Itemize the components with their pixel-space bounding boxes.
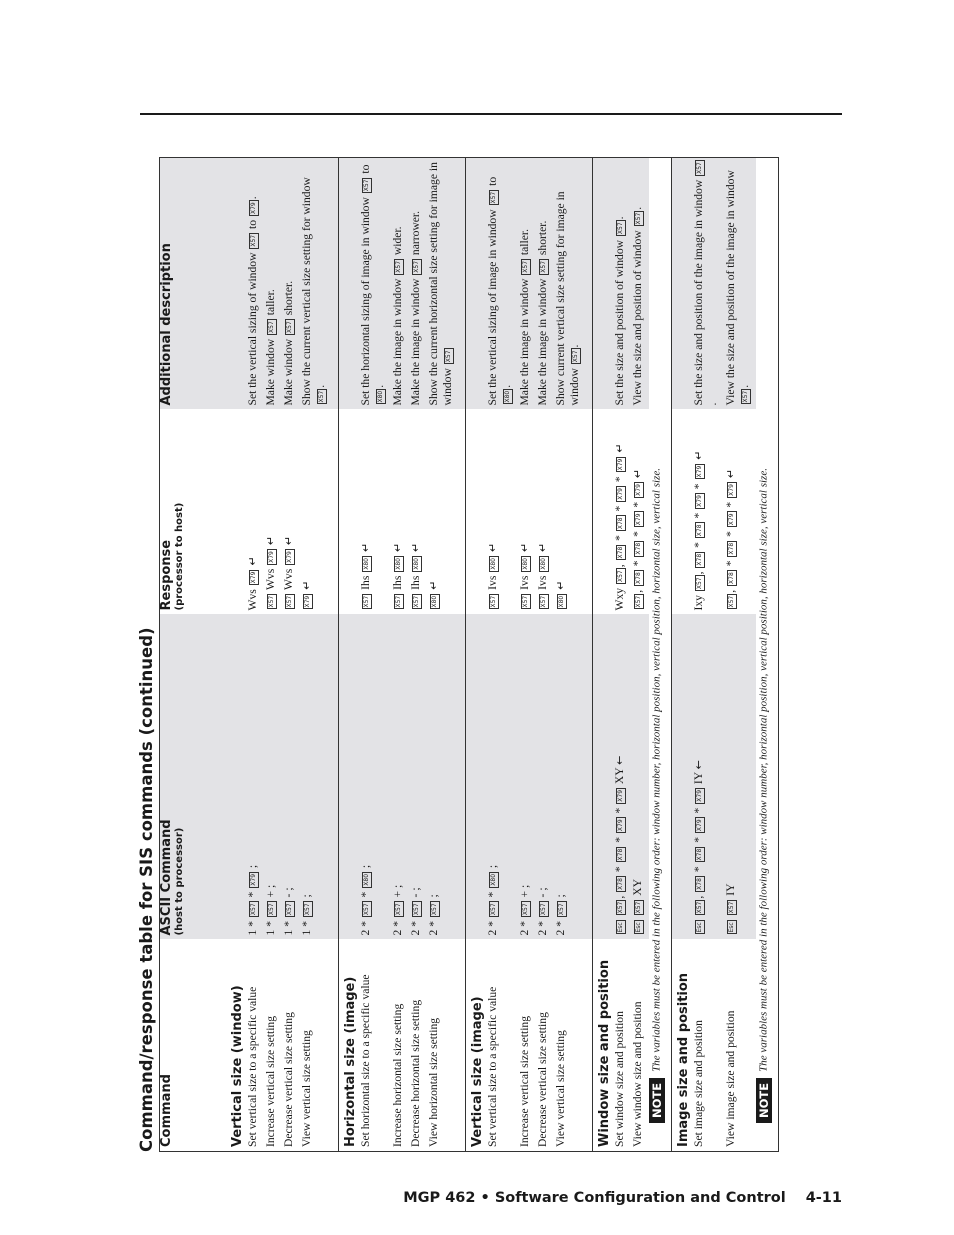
table-row: Set horizontal size to a specific value 2 * X57 * X80 ; X57 Ihs X80 ↵ Set the horizontal sizing of image in window X57 to X80. bbox=[359, 158, 391, 1152]
section-window-size-position: Window size and position bbox=[593, 158, 614, 1152]
note-label: NOTE bbox=[649, 1078, 665, 1123]
rotated-table-region bbox=[137, 142, 827, 1152]
table-row: View vertical size setting 1 * X57 ; X79 ↵ Show the current vertical size setting for window X57. bbox=[300, 158, 332, 1152]
command-table bbox=[159, 157, 779, 1152]
note-text: The variables must be entered in the following order: window number, horizontal position, vertical position, horizontal size, vertical size. bbox=[757, 468, 770, 1072]
page-title: Command/response table for SIS commands (continued) bbox=[137, 627, 156, 1152]
table-row: Set vertical size to a specific value 1 * X57 * X79 ; Wvs X79 ↵ Set the vertical sizing of window X57 to X79. bbox=[246, 158, 264, 1152]
section-vertical-image: Vertical size (image) bbox=[466, 158, 487, 1152]
table-row: Increase vertical size setting 1 * X57 + ; X57 Wvs X79 ↵ Make window X57 taller. bbox=[264, 158, 282, 1152]
col-header-description: Additional description bbox=[160, 158, 227, 410]
table-row: Increase vertical size setting 2 * X57 + ; X57 Ivs X80 ↵ Make the image in window X57 taller. bbox=[518, 158, 536, 1152]
table-row: View window size and position Esc X57 XY X57, X78 * X78 * X79 * X79 ↵ View the size and position of window X57. bbox=[631, 158, 649, 1152]
section-horizontal-image: Horizontal size (image) bbox=[339, 158, 360, 1152]
table-row: View horizontal size setting 2 * X57 ; X80 ↵ Show the current horizontal size setting for image in window X57 bbox=[427, 158, 459, 1152]
note-label: NOTE bbox=[756, 1078, 772, 1123]
note-row bbox=[756, 158, 779, 1152]
table-row: Set image size and position Esc X57, X78 * X78 * X79 * X79 IY ← Ixy X57, X78 * X78 * X79 * X79 ↵ Set the size and position of the image in window X57. bbox=[692, 158, 724, 1152]
footer-text: MGP 462 • Software Configuration and Control bbox=[403, 1190, 786, 1206]
table-row: Decrease vertical size setting 1 * X57 - ; X57 Wvs X79 ↵ Make window X57 shorter. bbox=[282, 158, 300, 1152]
table-row: View vertical size setting 2 * X57 ; X80 ↵ Show current vertical size setting for image in window X57. bbox=[554, 158, 586, 1152]
table-row: Increase horizontal size setting 2 * X57 + ; X57 Ihs X80 ↵ Make the image in window X57 wider. bbox=[391, 158, 409, 1152]
table-row: View image size and position Esc X57 IY X57, X78 * X78 * X79 * X79 ↵ View the size and position of the image in window X57. bbox=[724, 158, 756, 1152]
table-row: Set vertical size to a specific value 2 * X57 * X80 ; X57 Ivs X80 ↵ Set the vertical sizing of image in window X57 to X80. bbox=[486, 158, 518, 1152]
top-rule bbox=[140, 113, 842, 115]
table-row: Set window size and position Esc X57, X78 * X78 * X79 * X79 XY ← Wxy X57, X78 * X78 * X79 * X79 ↵ Set the size and position of window X57. bbox=[613, 158, 631, 1152]
col-header-response: Response (processor to host) bbox=[159, 502, 186, 611]
table-row: Decrease horizontal size setting 2 * X57 - ; X57 Ihs X80 ↵ Make the image in window X57 narrower. bbox=[409, 158, 427, 1152]
col-header-ascii: ASCII Command (host to processor) bbox=[160, 615, 227, 940]
note-text: The variables must be entered in the following order: window number, horizontal position, vertical position, horizontal size, vertical size. bbox=[650, 468, 663, 1072]
table-header-row bbox=[160, 158, 227, 1152]
note-row bbox=[649, 158, 672, 1152]
section-vertical-window: Vertical size (window) bbox=[226, 158, 246, 1152]
section-image-size-position: Image size and position bbox=[672, 158, 693, 1152]
page-number: 4-11 bbox=[805, 1190, 842, 1206]
col-header-command: Command bbox=[159, 1074, 174, 1147]
page-footer bbox=[403, 1190, 842, 1206]
table-row: Decrease vertical size setting 2 * X57 - ; X57 Ivs X80 ↵ Make the image in window X57 shorter. bbox=[536, 158, 554, 1152]
